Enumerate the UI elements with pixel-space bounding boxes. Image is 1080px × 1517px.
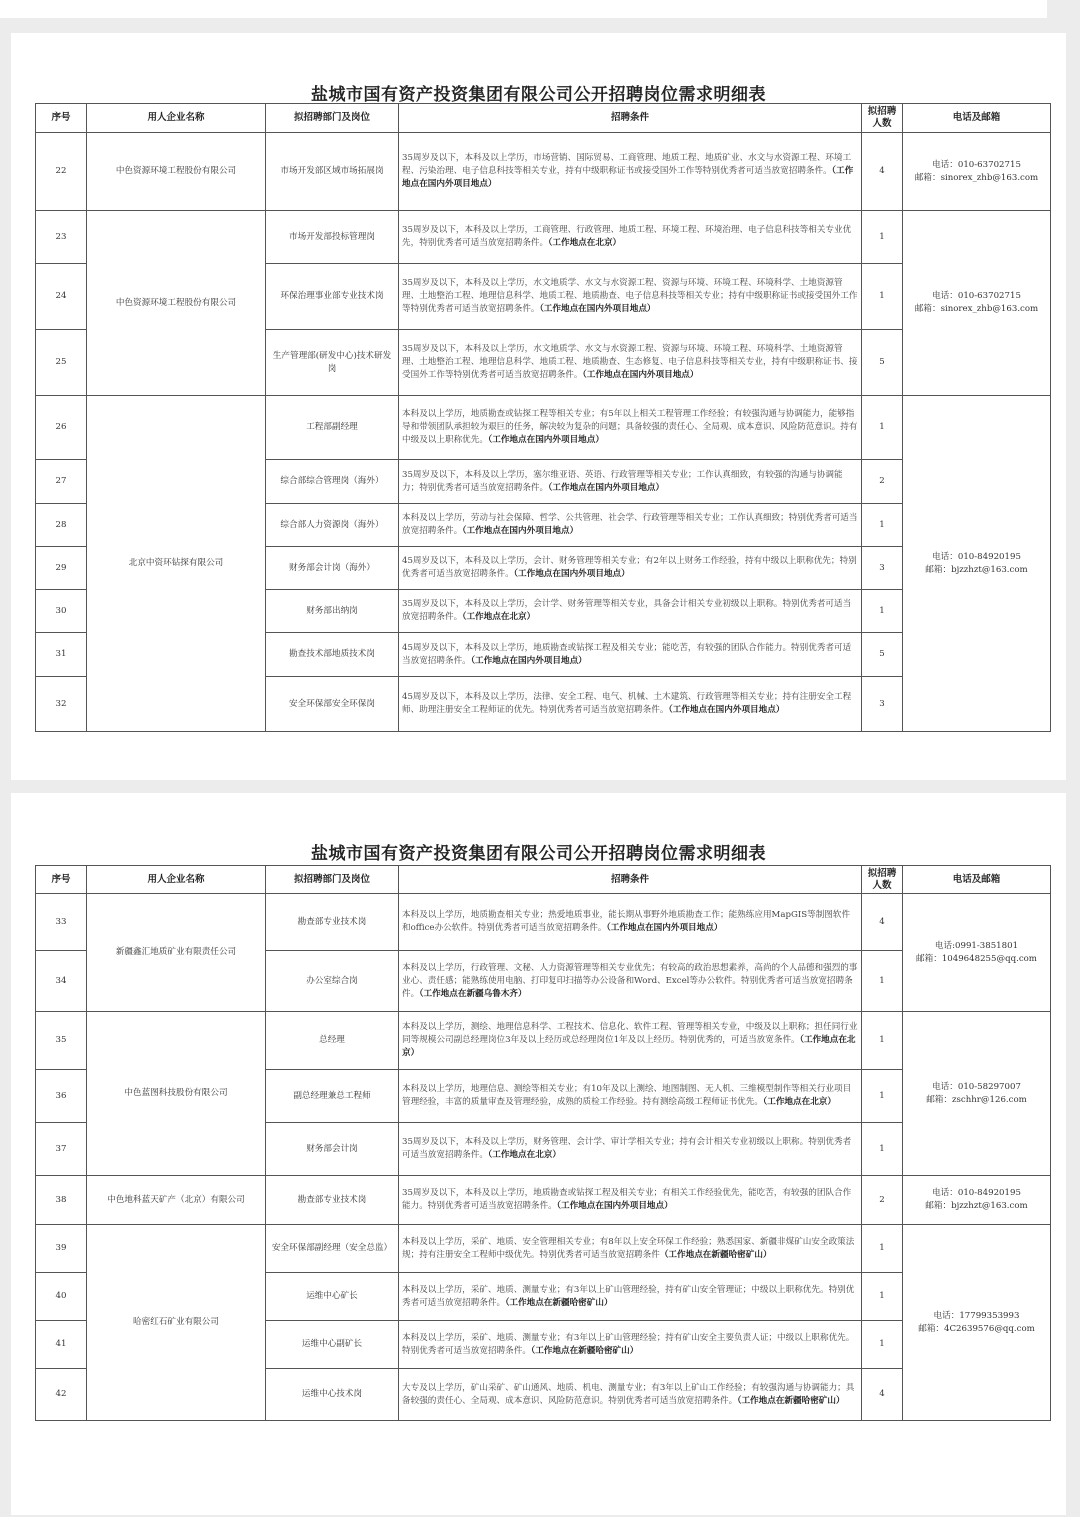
table-row: 38 中色地科蓝天矿产（北京）有限公司 勘查部专业技术岗 35周岁及以下，本科及以上学历，地质勘查或钻探工程及相关专业；有相关工作经验优先，能吃苦，有较强的团队合作能力。特别优秀者可适当放宽招聘条件。（工作地点在国内外项目地点） 2 电话：010-84920195 邮箱：bjzzhzt@163.com bbox=[36, 1176, 1051, 1225]
previous-page-edge bbox=[0, 0, 1047, 18]
company-name: 中色蓝图科技股份有限公司 bbox=[87, 1012, 266, 1176]
table-row: 34 办公室综合岗 本科及以上学历，行政管理、文秘、人力资源管理等相关专业优先；有较高的政治思想素养，高尚的个人品德和强烈的事业心、责任感；能熟练使用电脑、打印复印扫描等办公设备和Word、Excel等办公软件。特别优秀者可适当放宽招聘条件。（工作地点在新疆乌鲁木齐） 1 bbox=[36, 951, 1051, 1012]
page-title: 盐城市国有资产投资集团有限公司公开招聘岗位需求明细表 bbox=[311, 844, 766, 864]
position: 生产管理部(研发中心)技术研发岗 bbox=[266, 330, 399, 396]
position: 安全环保部副经理（安全总监） bbox=[266, 1225, 399, 1273]
header-company: 用人企业名称 bbox=[87, 866, 266, 894]
contact-info: 电话:0991-3851801 邮箱：1049648255@qq.com bbox=[903, 894, 1051, 1012]
header-company: 用人企业名称 bbox=[87, 104, 266, 133]
company-name: 北京中资环钻探有限公司 bbox=[87, 396, 266, 732]
header-count: 拟招聘人数 bbox=[862, 104, 903, 133]
contact-info: 电话：010-84920195 邮箱：bjzzhzt@163.com bbox=[903, 396, 1051, 732]
contact-info: 电话：010-84920195 邮箱：bjzzhzt@163.com bbox=[903, 1176, 1051, 1225]
table-row: 29 财务部会计岗（海外） 45周岁及以下，本科及以上学历，会计、财务管理等相关专业；有2年以上财务工作经验，持有中级以上职称优先；特别优秀者可适当放宽招聘条件。（工作地点在国内外项目地点） 3 bbox=[36, 547, 1051, 590]
position: 副总经理兼总工程师 bbox=[266, 1070, 399, 1123]
position: 综合部综合管理岗（海外） bbox=[266, 460, 399, 504]
header-cond: 招聘条件 bbox=[399, 104, 862, 133]
position: 运维中心副矿长 bbox=[266, 1321, 399, 1369]
position: 办公室综合岗 bbox=[266, 951, 399, 1012]
recruitment-table bbox=[35, 865, 1051, 1421]
table-row: 31 勘查技术部地质技术岗 45周岁及以下，本科及以上学历，地质勘查或钻探工程及相关专业；能吃苦，有较强的团队合作能力。特别优秀者可适当放宽招聘条件。（工作地点在国内外项目地点） 5 bbox=[36, 633, 1051, 677]
table-row: 42 运维中心技术岗 大专及以上学历，矿山采矿、矿山通风、地质、机电、测量专业；有3年以上矿山工作经验；有较强沟通与协调能力；具备较强的责任心、全局观、成本意识、风险防范意识。特别优秀者可适当放宽招聘条件。（工作地点在新疆哈密矿山） 4 bbox=[36, 1369, 1051, 1421]
header-count: 拟招聘人数 bbox=[862, 866, 903, 894]
table-row: 27 综合部综合管理岗（海外） 35周岁及以下，本科及以上学历，塞尔维亚语、英语、行政管理等相关专业；工作认真细致，有较强的沟通与协调能力；特别优秀者可适当放宽招聘条件。（工作地点在国内外项目地点） 2 bbox=[36, 460, 1051, 504]
contact-info: 电话：010-63702715 邮箱：sinorex_zhb@163.com bbox=[903, 133, 1051, 211]
header-dept: 拟招聘部门及岗位 bbox=[266, 866, 399, 894]
position: 综合部人力资源岗（海外） bbox=[266, 504, 399, 547]
position: 财务部出纳岗 bbox=[266, 590, 399, 633]
table-row: 35 中色蓝图科技股份有限公司 总经理 本科及以上学历，测绘、地理信息科学、工程技术、信息化、软件工程、管理等相关专业，中级及以上职称；担任同行业同等规模公司副总经理岗位3年及以上经历或总经理岗位1年及以上经历。特别优秀的，可适当放宽条件。（工作地点在北京） 1 电话：010-58297007 邮箱：zschhr@126.com bbox=[36, 1012, 1051, 1070]
position: 勘查部专业技术岗 bbox=[266, 894, 399, 951]
table-row: 26 北京中资环钻探有限公司 工程部副经理 本科及以上学历，地质勘查或钻探工程等相关专业；有5年以上相关工程管理工作经验；有较强沟通与协调能力，能够指导和带领团队承担较为艰巨的任务，解决较为复杂的问题；具备较强的责任心、全局观、成本意识、风险防范意识。持有中级及以上职称优先。（工作地点在国内外项目地点） 1 电话：010-84920195 邮箱：bjzzhzt@163.com bbox=[36, 396, 1051, 460]
table-row: 36 副总经理兼总工程师 本科及以上学历，地理信息、测绘等相关专业；有10年及以上测绘、地图制图、无人机、三维模型制作等相关行业项目管理经验，丰富的质量审查及管理经验，成熟的质检工作经验。持有测绘高级工程师证书优先。（工作地点在北京） 1 bbox=[36, 1070, 1051, 1123]
table-row: 41 运维中心副矿长 本科及以上学历，采矿、地质、测量专业；有3年以上矿山管理经验；持有矿山安全主要负责人证；中级以上职称优先。特别优秀者可适当放宽招聘条件。（工作地点在新疆哈密矿山） 1 bbox=[36, 1321, 1051, 1369]
position: 工程部副经理 bbox=[266, 396, 399, 460]
header-cond: 招聘条件 bbox=[399, 866, 862, 894]
company-name: 中色资源环境工程股份有限公司 bbox=[87, 211, 266, 396]
header-contact: 电话及邮箱 bbox=[903, 866, 1051, 894]
table-row: 23 中色资源环境工程股份有限公司 市场开发部投标管理岗 35周岁及以下，本科及以上学历，工商管理、行政管理、地质工程、环境工程、环境治理、电子信息科技等相关专业优先，特别优秀者可适当放宽招聘条件。（工作地点在北京） 1 电话：010-63702715 邮箱：sinorex_zhb@163.com bbox=[36, 211, 1051, 264]
table-row: 25 生产管理部(研发中心)技术研发岗 35周岁及以下，本科及以上学历，水文地质学、水文与水资源工程、资源与环境、环境工程、环境科学、土地资源管理、土地整治工程、地理信息科学、地质工程、地质勘查、生态修复、电子信息科技等相关专业，持有中级职称证书、接受国外工作等特别优秀者可适当放宽招聘条件。（工作地点在国内外项目地点） 5 bbox=[36, 330, 1051, 396]
position: 勘查技术部地质技术岗 bbox=[266, 633, 399, 677]
contact-info: 电话：010-58297007 邮箱：zschhr@126.com bbox=[903, 1012, 1051, 1176]
company-name: 新疆鑫汇地质矿业有限责任公司 bbox=[87, 894, 266, 1012]
contact-info: 电话：17799353993 邮箱：4C2639576@qq.com bbox=[903, 1225, 1051, 1421]
header-contact: 电话及邮箱 bbox=[903, 104, 1051, 133]
position: 市场开发部投标管理岗 bbox=[266, 211, 399, 264]
header-no: 序号 bbox=[36, 866, 87, 894]
recruitment-table bbox=[35, 103, 1051, 732]
position: 勘查部专业技术岗 bbox=[266, 1176, 399, 1225]
position: 财务部会计岗 bbox=[266, 1123, 399, 1176]
company-name: 哈密红石矿业有限公司 bbox=[87, 1225, 266, 1421]
table-row: 28 综合部人力资源岗（海外） 本科及以上学历，劳动与社会保障、哲学、公共管理、社会学、行政管理等相关专业；工作认真细致；特别优秀者可适当放宽招聘条件。（工作地点在国内外项目地点） 1 bbox=[36, 504, 1051, 547]
table-row: 40 运维中心矿长 本科及以上学历，采矿、地质、测量专业；有3年以上矿山管理经验，持有矿山安全管理证；中级以上职称优先。特别优秀者可适当放宽招聘条件。（工作地点在新疆哈密矿山） 1 bbox=[36, 1273, 1051, 1321]
position: 市场开发部区域市场拓展岗 bbox=[266, 133, 399, 211]
table-row: 22 中色资源环境工程股份有限公司 市场开发部区域市场拓展岗 35周岁及以下，本科及以上学历，市场营销、国际贸易、工商管理、地质工程、地质矿业、水文与水资源工程、环境工程、污染治理、电子信息科技等相关专业，持有中级职称证书或接受国外工作等特别优秀者可适当放宽招聘条件。（工作地点在国内外项目地点） 4 电话：010-63702715 邮箱：sinorex_zhb@163.com bbox=[36, 133, 1051, 211]
document-page-2 bbox=[11, 793, 1066, 1515]
position: 安全环保部安全环保岗 bbox=[266, 677, 399, 732]
table-row: 24 环保治理事业部专业技术岗 35周岁及以下，本科及以上学历，水文地质学、水文与水资源工程、资源与环境、环境工程、环境科学、土地资源管理、土地整治工程、地理信息科学、地质工程、地质勘查、电子信息科技等相关专业；持有中级职称证书或接受国外工作等特别优秀者可适当放宽招聘条件。（工作地点在国内外项目地点） 1 bbox=[36, 264, 1051, 330]
document-page-1 bbox=[11, 33, 1066, 780]
table-row: 30 财务部出纳岗 35周岁及以下，本科及以上学历，会计学、财务管理等相关专业，具备会计相关专业初级以上职称。特别优秀者可适当放宽招聘条件。（工作地点在北京） 1 bbox=[36, 590, 1051, 633]
position: 运维中心矿长 bbox=[266, 1273, 399, 1321]
position: 总经理 bbox=[266, 1012, 399, 1070]
page-title: 盐城市国有资产投资集团有限公司公开招聘岗位需求明细表 bbox=[311, 85, 766, 105]
position: 运维中心技术岗 bbox=[266, 1369, 399, 1421]
position: 环保治理事业部专业技术岗 bbox=[266, 264, 399, 330]
table-row: 37 财务部会计岗 35周岁及以下，本科及以上学历，财务管理、会计学、审计学相关专业；持有会计相关专业初级以上职称。特别优秀者可适当放宽招聘条件。（工作地点在北京） 1 bbox=[36, 1123, 1051, 1176]
table-row: 33 新疆鑫汇地质矿业有限责任公司 勘查部专业技术岗 本科及以上学历，地质勘查相关专业；热爱地质事业，能长期从事野外地质勘查工作；能熟练应用MapGIS等制图软件和office办公软件。特别优秀者可适当放宽招聘条件。（工作地点在国内外项目地点） 4 电话:0991-3851801 邮箱：1049648255@qq.com bbox=[36, 894, 1051, 951]
table-row: 32 安全环保部安全环保岗 45周岁及以下，本科及以上学历，法律、安全工程、电气、机械、土木建筑、行政管理等相关专业；持有注册安全工程师、助理注册安全工程师证的优先。特别优秀者可适当放宽招聘条件。（工作地点在国内外项目地点） 3 bbox=[36, 677, 1051, 732]
header-no: 序号 bbox=[36, 104, 87, 133]
header-dept: 拟招聘部门及岗位 bbox=[266, 104, 399, 133]
company-name: 中色资源环境工程股份有限公司 bbox=[87, 133, 266, 211]
table-row: 39 哈密红石矿业有限公司 安全环保部副经理（安全总监） 本科及以上学历，采矿、地质、安全管理相关专业；有8年以上安全环保工作经验；熟悉国家、新疆非煤矿山安全政策法规；持有注册安全工程师中级优先。特别优秀者可适当放宽招聘条件（工作地点在新疆哈密矿山） 1 电话：17799353993 邮箱：4C2639576@qq.com bbox=[36, 1225, 1051, 1273]
contact-info: 电话：010-63702715 邮箱：sinorex_zhb@163.com bbox=[903, 211, 1051, 396]
company-name: 中色地科蓝天矿产（北京）有限公司 bbox=[87, 1176, 266, 1225]
position: 财务部会计岗（海外） bbox=[266, 547, 399, 590]
